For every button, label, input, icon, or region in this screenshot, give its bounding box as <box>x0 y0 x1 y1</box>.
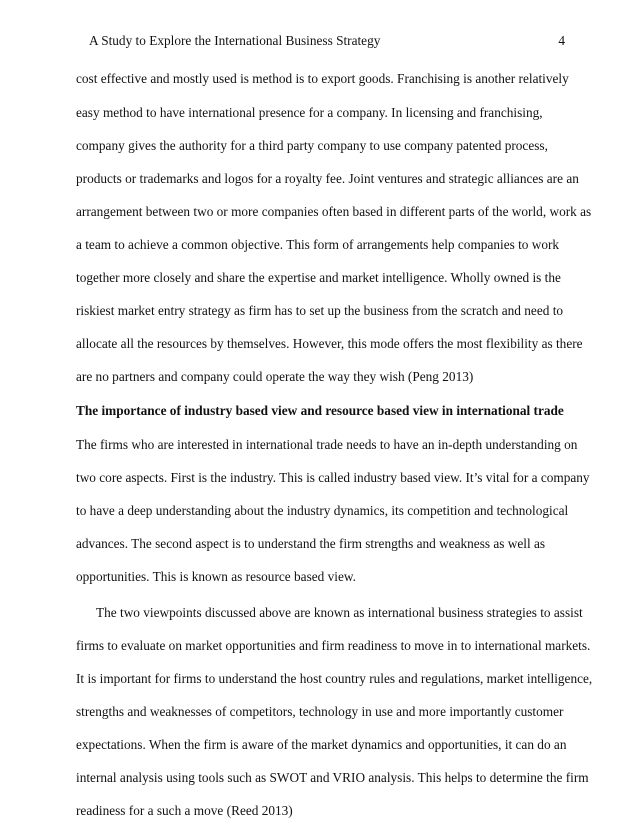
paragraph-line: company gives the authority for a third party company to use company patented process, <box>76 138 548 153</box>
paragraph-line: products or trademarks and logos for a royalty fee. Joint ventures and strategic alliances are an <box>76 171 579 186</box>
paragraph-line: The firms who are interested in international trade needs to have an in-depth understanding on <box>76 437 578 452</box>
paragraph-line: internal analysis using tools such as SWOT and VRIO analysis. This helps to determine the firm <box>76 770 589 785</box>
paragraph-line: It is important for firms to understand the host country rules and regulations, market intelligence, <box>76 671 593 686</box>
paragraph-line: arrangement between two or more companies often based in different parts of the world, work as <box>76 204 592 219</box>
page-number: 4 <box>558 33 565 48</box>
paragraph-line: cost effective and mostly used is method is to export goods. Franchising is another relatively <box>76 71 569 86</box>
paragraph-line: two core aspects. First is the industry. This is called industry based view. It’s vital for a company <box>76 470 590 485</box>
paragraph-line: easy method to have international presence for a company. In licensing and franchising, <box>76 105 543 120</box>
paragraph-line: strengths and weaknesses of competitors, technology in use and more importantly customer <box>76 704 564 719</box>
paragraph-line: to have a deep understanding about the industry dynamics, its competition and technological <box>76 503 569 518</box>
paragraph-line: The two viewpoints discussed above are known as international business strategies to assist <box>96 605 583 620</box>
paragraph-line: a team to achieve a common objective. This form of arrangements help companies to work <box>76 237 560 252</box>
running-header <box>89 33 565 53</box>
section-heading: The importance of industry based view and resource based view in international trade <box>76 403 564 418</box>
paragraph-line: opportunities. This is known as resource based view. <box>76 569 356 584</box>
paragraph-line: expectations. When the firm is aware of the market dynamics and opportunities, it can do an <box>76 737 567 752</box>
paragraph-line: firms to evaluate on market opportunities and firm readiness to move in to international markets. <box>76 638 591 653</box>
paragraph-line: are no partners and company could operate the way they wish (Peng 2013) <box>76 369 474 384</box>
paragraph-line: advances. The second aspect is to understand the firm strengths and weakness as well as <box>76 536 546 551</box>
paragraph-line: together more closely and share the expertise and market intelligence. Wholly owned is the <box>76 270 561 285</box>
paragraph-line: allocate all the resources by themselves. However, this mode offers the most flexibility as there <box>76 336 583 351</box>
paragraph-line: riskiest market entry strategy as firm has to set up the business from the scratch and need to <box>76 303 564 318</box>
running-head-title: A Study to Explore the International Business Strategy <box>89 33 381 48</box>
paragraph-line: readiness for a such a move (Reed 2013) <box>76 803 293 818</box>
